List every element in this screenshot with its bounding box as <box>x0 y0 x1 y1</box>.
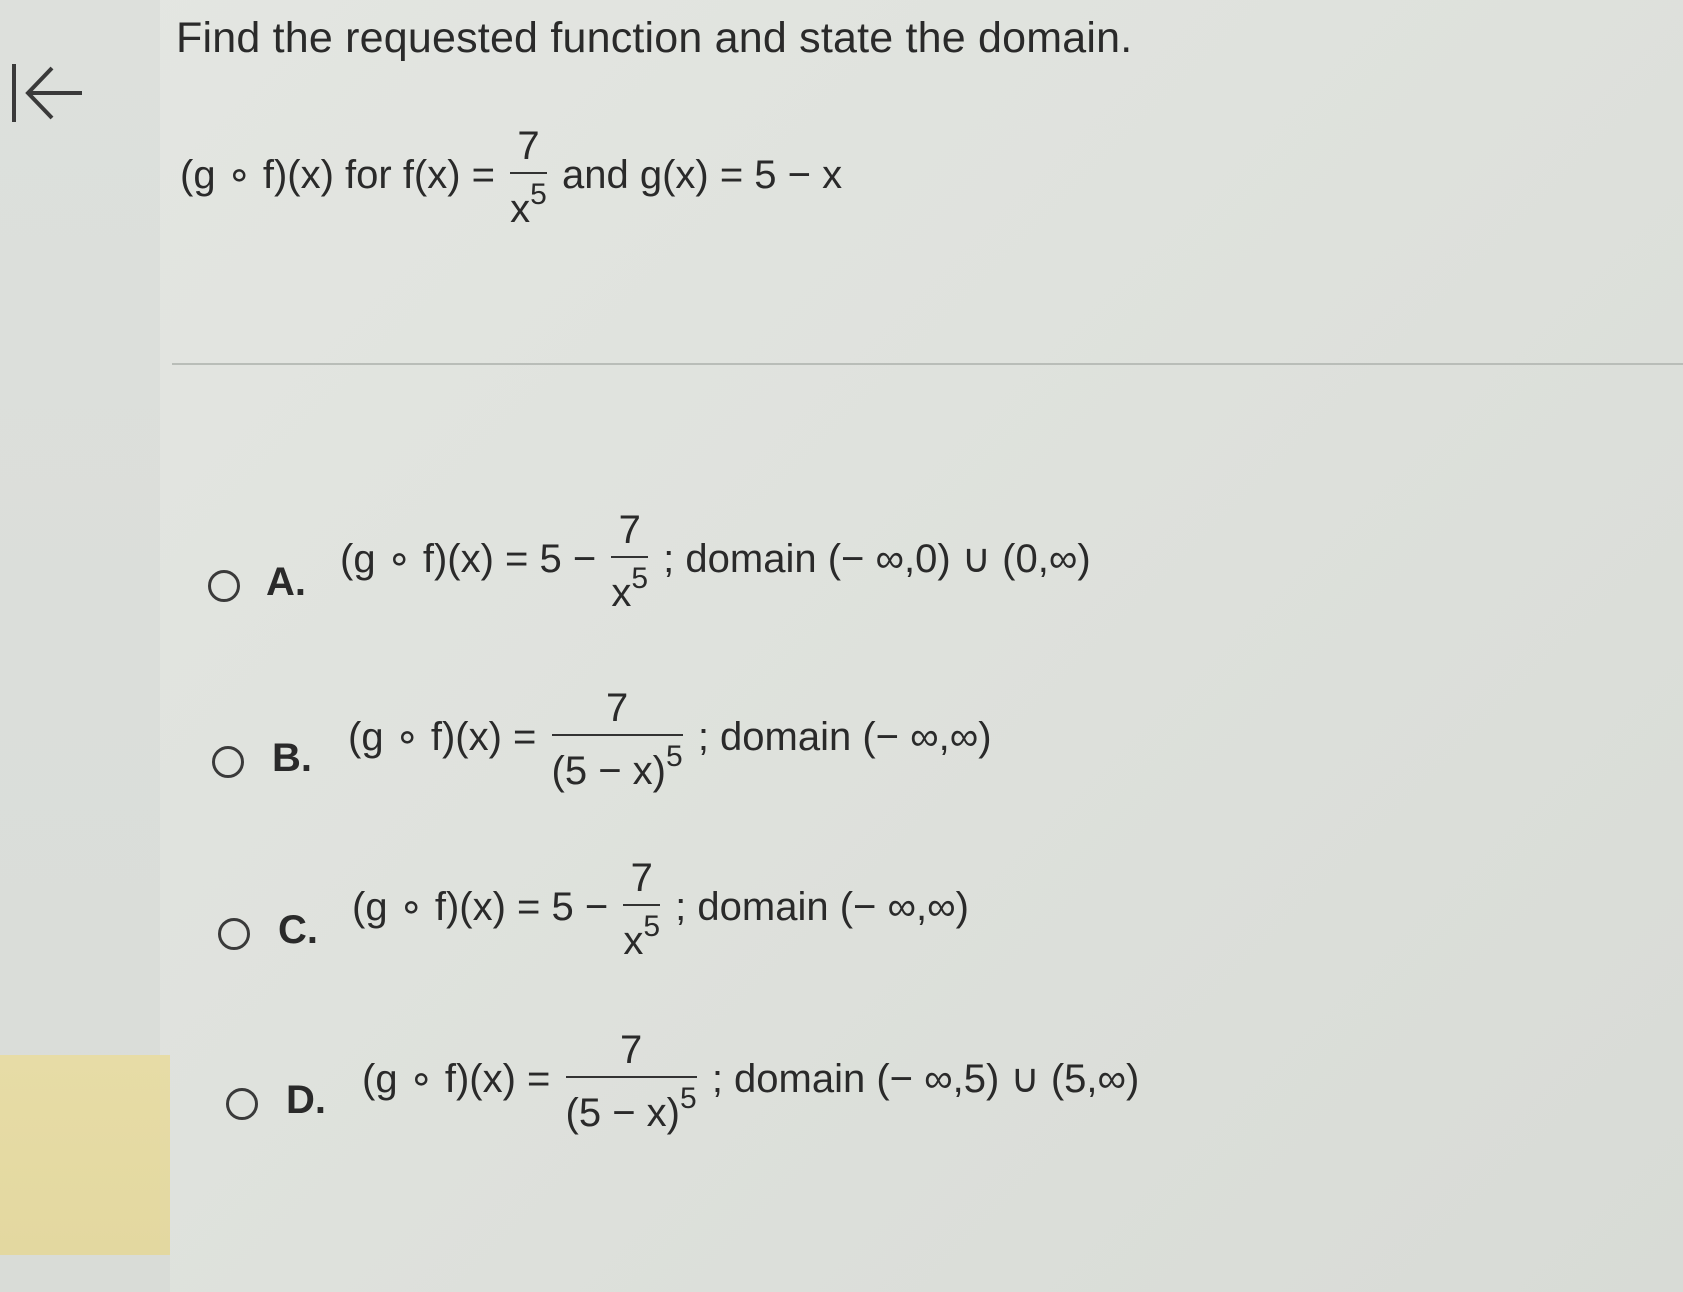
radio-button-a[interactable] <box>208 570 240 602</box>
option-c-domain: ; domain (− ∞,∞) <box>675 885 969 930</box>
sidebar-bottom <box>0 1255 170 1292</box>
option-c-letter: C. <box>278 908 318 952</box>
section-divider <box>172 363 1683 365</box>
option-d-den-exp: 5 <box>680 1082 697 1115</box>
option-c-numerator: 7 <box>623 856 660 906</box>
option-b-den-exp: 5 <box>666 740 683 773</box>
option-b-lhs: (g ∘ f)(x) = <box>348 715 537 760</box>
option-d-lhs: (g ∘ f)(x) = <box>362 1057 551 1102</box>
prompt-fraction <box>510 124 547 231</box>
option-b-numerator: 7 <box>552 686 683 736</box>
option-c-fraction <box>623 856 660 963</box>
option-c-denominator <box>623 906 660 963</box>
option-d-expression <box>362 1028 1139 1135</box>
option-d-fraction <box>566 1028 697 1135</box>
question-title: Find the requested function and state the domain. <box>176 14 1133 62</box>
option-b-domain: ; domain (− ∞,∞) <box>697 715 992 760</box>
option-a-lhs: (g ∘ f)(x) = 5 − <box>340 537 597 582</box>
option-d-numerator: 7 <box>566 1028 697 1078</box>
prompt-denominator <box>510 174 547 231</box>
option-c-den-base: x <box>623 919 644 963</box>
option-c-expression <box>352 856 969 963</box>
option-a-fraction <box>611 508 648 615</box>
option-b-denominator <box>552 736 683 793</box>
option-b-fraction <box>552 686 683 793</box>
prompt-den-base: x <box>510 187 531 231</box>
first-page-arrow-icon[interactable] <box>6 58 86 130</box>
option-a-letter: A. <box>266 560 306 604</box>
option-a-den-exp: 5 <box>631 562 649 595</box>
question-prompt <box>180 124 842 231</box>
sidebar-highlight <box>0 1055 170 1255</box>
option-c-den-exp: 5 <box>643 910 661 943</box>
option-a-domain: ; domain (− ∞,0) ∪ (0,∞) <box>663 537 1091 582</box>
prompt-numerator: 7 <box>510 124 547 174</box>
option-b-letter: B. <box>272 736 312 780</box>
radio-button-c[interactable] <box>218 918 250 950</box>
radio-button-b[interactable] <box>212 746 244 778</box>
prompt-rhs: and g(x) = 5 − x <box>561 153 843 198</box>
option-d-letter: D. <box>286 1078 326 1122</box>
option-a-den-base: x <box>611 571 632 615</box>
radio-button-d[interactable] <box>226 1088 258 1120</box>
option-c-lhs: (g ∘ f)(x) = 5 − <box>352 885 609 930</box>
prompt-den-exp: 5 <box>530 178 547 211</box>
option-a-expression <box>340 508 1091 615</box>
prompt-lhs: (g ∘ f)(x) for f(x) = <box>180 153 496 198</box>
option-d-denominator <box>566 1078 697 1135</box>
option-b-expression <box>348 686 992 793</box>
option-a-numerator: 7 <box>611 508 648 558</box>
option-a-denominator <box>611 558 648 615</box>
option-d-den-base: (5 − x) <box>565 1091 680 1135</box>
option-b-den-base: (5 − x) <box>551 749 666 793</box>
option-d-domain: ; domain (− ∞,5) ∪ (5,∞) <box>711 1057 1140 1102</box>
